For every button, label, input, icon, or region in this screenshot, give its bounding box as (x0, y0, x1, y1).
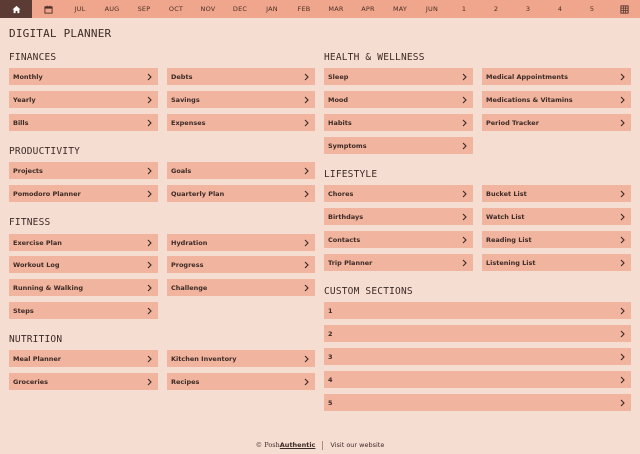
chevron-right-icon (304, 261, 309, 269)
chevron-right-icon (620, 236, 625, 244)
calendar-icon (44, 5, 53, 14)
tab-custom-5[interactable]: 5 (589, 5, 595, 13)
item-contacts[interactable]: Contacts (324, 231, 473, 248)
tab-custom-3[interactable]: 3 (525, 5, 531, 13)
calendar-grid-button[interactable] (608, 0, 640, 18)
chevron-right-icon-wrap (620, 399, 625, 407)
chevron-right-icon-wrap (462, 190, 467, 198)
chevron-right-icon (462, 259, 467, 267)
tab-mar[interactable]: MAR (328, 5, 344, 13)
chevron-right-icon (620, 259, 625, 267)
chevron-right-icon-wrap (620, 259, 625, 267)
item-custom-1[interactable]: 1 (324, 302, 631, 319)
chevron-right-icon (147, 190, 152, 198)
chevron-right-icon-wrap (147, 73, 152, 81)
chevron-right-icon-wrap (620, 236, 625, 244)
item-sleep[interactable]: Sleep (324, 68, 473, 85)
item-projects[interactable]: Projects (9, 162, 158, 179)
item-running-walking[interactable]: Running & Walking (9, 279, 158, 296)
item-debts[interactable]: Debts (167, 68, 315, 85)
chevron-right-icon (620, 353, 625, 361)
chevron-right-icon (304, 284, 309, 292)
item-medications-vitamins[interactable]: Medications & Vitamins (482, 91, 631, 108)
chevron-right-icon (147, 73, 152, 81)
section-title-custom-sections: CUSTOM SECTIONS (324, 286, 413, 297)
chevron-right-icon-wrap (147, 239, 152, 247)
chevron-right-icon-wrap (620, 73, 625, 81)
chevron-right-icon (147, 284, 152, 292)
chevron-right-icon (147, 167, 152, 175)
tab-custom-1[interactable]: 1 (461, 5, 467, 13)
chevron-right-icon-wrap (620, 330, 625, 338)
footer-brand-name: Authentic (279, 441, 316, 449)
chevron-right-icon (304, 378, 309, 386)
chevron-right-icon-wrap (304, 167, 309, 175)
tab-jun[interactable]: JUN (425, 5, 439, 13)
chevron-right-icon-wrap (147, 167, 152, 175)
item-expenses[interactable]: Expenses (167, 114, 315, 131)
chevron-right-icon-wrap (620, 96, 625, 104)
item-medical-appointments[interactable]: Medical Appointments (482, 68, 631, 85)
chevron-right-icon (304, 119, 309, 127)
item-symptoms[interactable]: Symptoms (324, 137, 473, 154)
chevron-right-icon (620, 330, 625, 338)
item-exercise-plan[interactable]: Exercise Plan (9, 234, 158, 251)
chevron-right-icon (620, 190, 625, 198)
item-savings[interactable]: Savings (167, 91, 315, 108)
home-icon (12, 5, 21, 14)
tab-apr[interactable]: APR (361, 5, 375, 13)
chevron-right-icon (462, 119, 467, 127)
section-title-productivity: PRODUCTIVITY (9, 146, 81, 157)
item-kitchen-inventory[interactable]: Kitchen Inventory (167, 350, 315, 367)
item-bucket-list[interactable]: Bucket List (482, 185, 631, 202)
item-birthdays[interactable]: Birthdays (324, 208, 473, 225)
chevron-right-icon (620, 399, 625, 407)
item-habits[interactable]: Habits (324, 114, 473, 131)
item-custom-2[interactable]: 2 (324, 325, 631, 342)
footer (0, 440, 640, 450)
item-challenge[interactable]: Challenge (167, 279, 315, 296)
calendar-button[interactable] (32, 0, 64, 18)
item-custom-3[interactable]: 3 (324, 348, 631, 365)
chevron-right-icon (147, 378, 152, 386)
chevron-right-icon-wrap (462, 73, 467, 81)
chevron-right-icon-wrap (304, 239, 309, 247)
chevron-right-icon (620, 213, 625, 221)
chevron-right-icon-wrap (304, 378, 309, 386)
item-custom-4[interactable]: 4 (324, 371, 631, 388)
item-meal-planner[interactable]: Meal Planner (9, 350, 158, 367)
section-title-health-wellness: HEALTH & WELLNESS (324, 52, 425, 63)
chevron-right-icon-wrap (462, 119, 467, 127)
item-goals[interactable]: Goals (167, 162, 315, 179)
chevron-right-icon-wrap (304, 96, 309, 104)
chevron-right-icon-wrap (620, 119, 625, 127)
chevron-right-icon (620, 73, 625, 81)
item-groceries[interactable]: Groceries (9, 373, 158, 390)
chevron-right-icon (620, 376, 625, 384)
item-mood[interactable]: Mood (324, 91, 473, 108)
tab-dec[interactable]: DEC (232, 5, 248, 13)
item-progress[interactable]: Progress (167, 256, 315, 273)
tab-aug[interactable]: AUG (104, 5, 120, 13)
tab-sep[interactable]: SEP (137, 5, 151, 13)
item-reading-list[interactable]: Reading List (482, 231, 631, 248)
home-button[interactable] (0, 0, 32, 18)
chevron-right-icon (304, 239, 309, 247)
chevron-right-icon-wrap (304, 261, 309, 269)
section-title-nutrition: NUTRITION (9, 334, 63, 345)
chevron-right-icon-wrap (462, 213, 467, 221)
chevron-right-icon (147, 96, 152, 104)
chevron-right-icon (147, 239, 152, 247)
calendar-grid-icon (620, 5, 629, 14)
footer-divider (322, 441, 323, 450)
tab-custom-2[interactable]: 2 (493, 5, 499, 13)
chevron-right-icon-wrap (620, 213, 625, 221)
chevron-right-icon-wrap (304, 284, 309, 292)
page-title: DIGITAL PLANNER (9, 27, 112, 40)
item-period-tracker[interactable]: Period Tracker (482, 114, 631, 131)
chevron-right-icon-wrap (147, 190, 152, 198)
chevron-right-icon-wrap (147, 307, 152, 315)
section-title-finances: FINANCES (9, 52, 57, 63)
chevron-right-icon (462, 190, 467, 198)
footer-website-link[interactable]: Visit our website (330, 441, 385, 449)
item-workout-log[interactable]: Workout Log (9, 256, 158, 273)
chevron-right-icon-wrap (147, 119, 152, 127)
item-steps[interactable]: Steps (9, 302, 158, 319)
tab-may[interactable]: MAY (392, 5, 408, 13)
chevron-right-icon-wrap (462, 96, 467, 104)
chevron-right-icon-wrap (462, 259, 467, 267)
item-custom-5[interactable]: 5 (324, 394, 631, 411)
chevron-right-icon-wrap (147, 261, 152, 269)
chevron-right-icon (462, 236, 467, 244)
chevron-right-icon-wrap (147, 378, 152, 386)
top-nav-bar (0, 0, 640, 18)
chevron-right-icon (462, 142, 467, 150)
chevron-right-icon-wrap (304, 73, 309, 81)
chevron-right-icon (147, 307, 152, 315)
tab-jan[interactable]: JAN (266, 5, 278, 13)
item-bills[interactable]: Bills (9, 114, 158, 131)
tab-oct[interactable]: OCT (168, 5, 184, 13)
chevron-right-icon (462, 96, 467, 104)
chevron-right-icon (462, 213, 467, 221)
item-chores[interactable]: Chores (324, 185, 473, 202)
chevron-right-icon (620, 307, 625, 315)
item-yearly[interactable]: Yearly (9, 91, 158, 108)
footer-copyright: © Posh (255, 441, 280, 449)
tab-custom-4[interactable]: 4 (557, 5, 563, 13)
chevron-right-icon (147, 119, 152, 127)
chevron-right-icon-wrap (620, 307, 625, 315)
chevron-right-icon (620, 119, 625, 127)
chevron-right-icon-wrap (147, 96, 152, 104)
chevron-right-icon (304, 190, 309, 198)
item-trip-planner[interactable]: Trip Planner (324, 254, 473, 271)
item-monthly[interactable]: Monthly (9, 68, 158, 85)
chevron-right-icon-wrap (304, 119, 309, 127)
chevron-right-icon-wrap (304, 355, 309, 363)
tab-nov[interactable]: NOV (200, 5, 216, 13)
chevron-right-icon (304, 73, 309, 81)
item-watch-list[interactable]: Watch List (482, 208, 631, 225)
tab-feb[interactable]: FEB (297, 5, 311, 13)
chevron-right-icon (304, 355, 309, 363)
chevron-right-icon-wrap (147, 284, 152, 292)
item-recipes[interactable]: Recipes (167, 373, 315, 390)
item-pomodoro-planner[interactable]: Pomodoro Planner (9, 185, 158, 202)
tab-jul[interactable]: JUL (74, 5, 86, 13)
chevron-right-icon (462, 73, 467, 81)
chevron-right-icon-wrap (620, 376, 625, 384)
section-title-fitness: FITNESS (9, 217, 51, 228)
item-quarterly-plan[interactable]: Quarterly Plan (167, 185, 315, 202)
chevron-right-icon-wrap (620, 190, 625, 198)
footer-brand[interactable] (256, 441, 316, 449)
item-listening-list[interactable]: Listening List (482, 254, 631, 271)
chevron-right-icon (147, 355, 152, 363)
chevron-right-icon (304, 167, 309, 175)
chevron-right-icon-wrap (304, 190, 309, 198)
chevron-right-icon (147, 261, 152, 269)
chevron-right-icon-wrap (620, 353, 625, 361)
chevron-right-icon-wrap (462, 142, 467, 150)
chevron-right-icon (304, 96, 309, 104)
chevron-right-icon (620, 96, 625, 104)
chevron-right-icon-wrap (462, 236, 467, 244)
chevron-right-icon-wrap (147, 355, 152, 363)
item-hydration[interactable]: Hydration (167, 234, 315, 251)
section-title-lifestyle: LIFESTYLE (324, 169, 378, 180)
